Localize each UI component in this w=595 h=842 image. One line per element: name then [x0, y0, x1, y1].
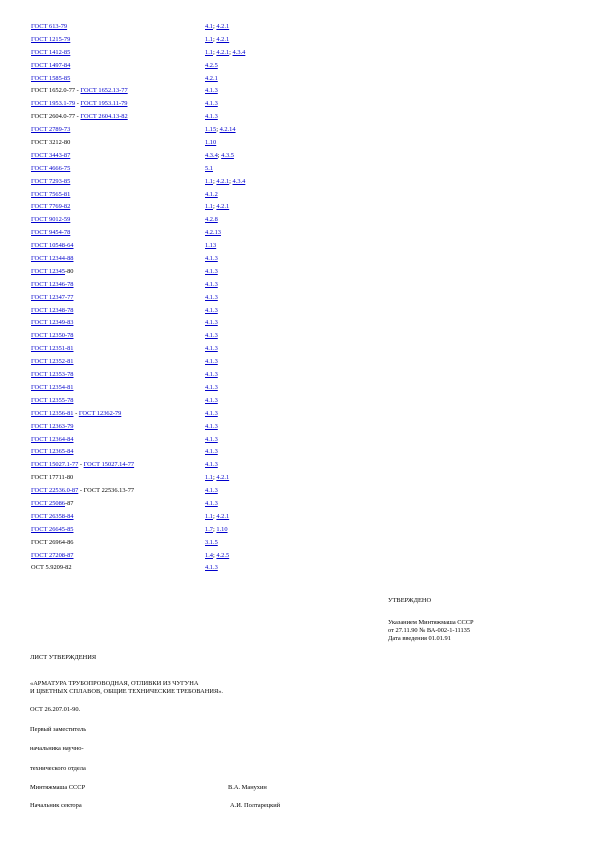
plain-text: -: [73, 409, 79, 417]
reference-row: [31, 343, 431, 356]
standard-link[interactable]: ГОСТ 1953.11-79: [80, 100, 128, 108]
clause-references: [205, 21, 229, 34]
plain-text: - ГОСТ 22536.13-77: [78, 487, 135, 495]
clause-references: [205, 472, 229, 485]
clause-references: [205, 562, 218, 575]
plain-text: ;: [213, 512, 217, 520]
standard-link[interactable]: ГОСТ 22536.0-87: [31, 487, 79, 495]
standard-link[interactable]: ГОСТ 12365-84: [31, 448, 74, 456]
clause-link[interactable]: 1.1: [205, 203, 213, 211]
plain-text: ;: [213, 48, 217, 56]
standard-link[interactable]: ГОСТ 1652.13-77: [80, 87, 128, 95]
reference-row: [31, 369, 431, 382]
reference-row: [31, 434, 431, 447]
standard-designation: [31, 253, 205, 266]
clause-link[interactable]: 1.1: [205, 48, 213, 56]
clause-link[interactable]: 4.1.3: [205, 113, 218, 121]
standard-link[interactable]: ГОСТ 27208-87: [31, 551, 74, 559]
standard-designation: [31, 21, 205, 34]
clause-link[interactable]: 5.1: [205, 164, 213, 172]
standard-designation: [31, 137, 205, 150]
standard-designation: [31, 34, 205, 47]
standard-designation: [31, 214, 205, 227]
clause-references: [205, 137, 216, 150]
standard-designation: [31, 176, 205, 189]
standard-link[interactable]: ГОСТ 12363-79: [31, 422, 74, 430]
clause-link[interactable]: 4.1: [205, 23, 213, 30]
signatory-position-2: Начальник сектора: [30, 802, 82, 809]
clause-link[interactable]: 4.3.4: [232, 177, 246, 185]
clause-link[interactable]: 4.1.3: [205, 422, 218, 430]
standard-link[interactable]: ГОСТ 7769-82: [31, 203, 71, 211]
reference-row: [31, 163, 431, 176]
standard-designation: [31, 317, 205, 330]
signatory-position-line-1: Первый заместитель: [30, 726, 87, 733]
reference-row: [31, 485, 431, 498]
reference-row: [31, 85, 431, 98]
reference-row: [31, 253, 431, 266]
standard-designation: [31, 356, 205, 369]
standard-designation: [31, 330, 205, 343]
clause-references: [205, 446, 218, 459]
clause-link[interactable]: 4.2.1: [216, 48, 230, 56]
clause-references: [205, 266, 218, 279]
clause-references: [205, 369, 218, 382]
plain-text: ;: [229, 48, 233, 56]
standard-designation: [31, 472, 205, 485]
plain-text: ;: [213, 474, 217, 482]
standard-link[interactable]: ГОСТ 12348-78: [31, 306, 74, 314]
standard-designation: [31, 98, 205, 111]
clause-link[interactable]: 4.2.13: [205, 229, 221, 237]
reference-row: [31, 240, 431, 253]
standard-link[interactable]: ГОСТ 10548-64: [31, 242, 74, 250]
standard-designation: [31, 150, 205, 163]
clause-link[interactable]: 4.1.3: [205, 100, 218, 108]
plain-text: ;: [213, 35, 217, 43]
clause-link[interactable]: 4.1.3: [205, 267, 218, 275]
signatory-name-1: В.А. Манухин: [228, 784, 267, 791]
clause-references: [205, 60, 218, 73]
standard-designation: [31, 85, 205, 98]
standard-link[interactable]: ГОСТ 12349-83: [31, 319, 74, 327]
reference-row: [31, 292, 431, 305]
clause-link[interactable]: 4.1.3: [205, 345, 218, 353]
standard-link[interactable]: ГОСТ 2604.13-82: [80, 113, 128, 121]
standard-designation: [31, 124, 205, 137]
clause-link[interactable]: 4.2.1: [205, 74, 218, 82]
plain-text: ;: [213, 551, 217, 559]
standard-designation: [31, 201, 205, 214]
approved-title: УТВЕРЖДЕНО: [388, 597, 432, 604]
standard-designation: [31, 73, 205, 86]
clause-link[interactable]: 4.2.1: [216, 512, 230, 520]
approved-authority: Указанием Минтяжмаша СССР: [388, 619, 474, 626]
reference-row: [31, 60, 431, 73]
reference-row: [31, 524, 431, 537]
clause-references: [205, 459, 218, 472]
plain-text: ОСТ 5.9209-82: [31, 564, 72, 572]
reference-row: [31, 382, 431, 395]
clause-link[interactable]: 4.2.14: [219, 126, 236, 134]
reference-row: [31, 421, 431, 434]
approved-effective-date: Дата введения 01.01.91: [388, 635, 451, 642]
clause-link[interactable]: 4.2.1: [216, 474, 230, 482]
clause-link[interactable]: 4.1.3: [205, 371, 218, 379]
clause-link[interactable]: 4.1.3: [205, 383, 218, 391]
standard-designation: [31, 395, 205, 408]
standard-link[interactable]: ГОСТ 12364-84: [31, 435, 74, 443]
clause-references: [205, 305, 218, 318]
standard-designation: [31, 485, 205, 498]
reference-row: [31, 98, 431, 111]
clause-link[interactable]: 4.1.3: [205, 87, 218, 95]
clause-references: [205, 317, 218, 330]
standard-designation: [31, 446, 205, 459]
clause-link[interactable]: 4.1.3: [205, 461, 218, 469]
reference-row: [31, 537, 431, 550]
standard-designation: [31, 369, 205, 382]
clause-link[interactable]: 1.10: [216, 525, 228, 533]
standard-link[interactable]: ГОСТ 9012-59: [31, 216, 71, 224]
reference-row: [31, 214, 431, 227]
clause-link[interactable]: 4.1.3: [205, 306, 218, 314]
signatory-name-2: А.И. Полтарецкий: [230, 802, 281, 809]
clause-references: [205, 356, 218, 369]
plain-text: ;: [213, 177, 217, 185]
clause-references: [205, 511, 229, 524]
reference-row: [31, 201, 431, 214]
clause-references: [205, 485, 218, 498]
reference-row: [31, 137, 431, 150]
standard-link[interactable]: ГОСТ 1953.1-79: [31, 100, 76, 108]
standard-designation: [31, 498, 205, 511]
plain-text: ГОСТ 17711-80: [31, 474, 74, 482]
reference-row: [31, 408, 431, 421]
clause-link[interactable]: 4.1.2: [205, 190, 218, 198]
standard-link[interactable]: ГОСТ 12351-81: [31, 345, 74, 353]
reference-row: [31, 111, 431, 124]
reference-row: [31, 189, 431, 202]
clause-references: [205, 176, 245, 189]
reference-row: [31, 562, 431, 575]
clause-references: [205, 408, 218, 421]
standard-designation: [31, 111, 205, 124]
standard-designation: [31, 562, 205, 575]
standard-link[interactable]: ГОСТ 25086: [31, 499, 65, 507]
clause-link[interactable]: 4.3.5: [221, 151, 234, 159]
standard-designation: [31, 343, 205, 356]
clause-link[interactable]: 4.2.1: [216, 23, 230, 30]
reference-row: [31, 266, 431, 279]
standard-link[interactable]: ГОСТ 12346-78: [31, 280, 74, 288]
standard-link[interactable]: ГОСТ 15027.1-77: [31, 461, 79, 469]
clause-references: [205, 498, 218, 511]
standard-designation: [31, 524, 205, 537]
clause-link[interactable]: 4.1.3: [205, 319, 218, 327]
clause-references: [205, 47, 245, 60]
standard-designation: [31, 240, 205, 253]
reference-row: [31, 124, 431, 137]
standard-designation: [31, 60, 205, 73]
standard-designation: [31, 382, 205, 395]
standard-designation: [31, 292, 205, 305]
clause-references: [205, 201, 229, 214]
clause-references: [205, 111, 218, 124]
clause-link[interactable]: 4.1.3: [205, 396, 218, 404]
standard-designation: [31, 511, 205, 524]
reference-row: [31, 73, 431, 86]
standard-link[interactable]: ГОСТ 12350-78: [31, 332, 74, 340]
clause-references: [205, 421, 218, 434]
reference-row: [31, 330, 431, 343]
sheet-title: ЛИСТ УТВЕРЖДЕНИЯ: [30, 654, 97, 661]
standard-designation: [31, 266, 205, 279]
standard-designation: [31, 163, 205, 176]
standard-link[interactable]: ГОСТ 12354-81: [31, 383, 74, 391]
plain-text: -87: [64, 499, 74, 507]
standard-link[interactable]: ГОСТ 12352-81: [31, 358, 74, 366]
clause-link[interactable]: 1.1: [205, 35, 213, 43]
standard-link[interactable]: ГОСТ 1215-79: [31, 35, 71, 43]
signatory-position-line-2: начальника научно-: [30, 745, 84, 752]
clause-references: [205, 343, 218, 356]
clause-link[interactable]: 1.13: [205, 242, 217, 250]
standard-designation: [31, 279, 205, 292]
clause-references: [205, 73, 218, 86]
clause-link[interactable]: 4.1.3: [205, 358, 218, 366]
standard-link[interactable]: ГОСТ 26358-84: [31, 512, 74, 520]
clause-link[interactable]: 4.1.3: [205, 499, 218, 507]
standard-designation: [31, 421, 205, 434]
standard-link[interactable]: ГОСТ 9454-78: [31, 229, 71, 237]
plain-text: -: [75, 100, 81, 108]
standard-designation: [31, 189, 205, 202]
clause-references: [205, 279, 218, 292]
standard-link[interactable]: ГОСТ 3443-87: [31, 151, 71, 159]
reference-row: [31, 459, 431, 472]
plain-text: -: [78, 461, 84, 469]
reference-row: [31, 305, 431, 318]
reference-row: [31, 317, 431, 330]
clause-link[interactable]: 4.1.3: [205, 435, 218, 443]
clause-link[interactable]: 4.1.3: [205, 280, 218, 288]
clause-link[interactable]: 4.3.4: [205, 151, 218, 159]
standard-designation: [31, 434, 205, 447]
clause-references: [205, 395, 218, 408]
clause-link[interactable]: 4.1.3: [205, 409, 218, 417]
clause-references: [205, 382, 218, 395]
clause-references: [205, 34, 229, 47]
clause-references: [205, 330, 218, 343]
sheet-subject-line-2: И ЦВЕТНЫХ СПЛАВОВ, ОБЩИЕ ТЕХНИЧЕСКИЕ ТРЕБОВАНИЯ».: [30, 688, 224, 695]
reference-row: [31, 395, 431, 408]
clause-link[interactable]: 4.1.3: [205, 255, 218, 263]
reference-row: [31, 550, 431, 563]
clause-link[interactable]: 1.1: [205, 177, 213, 185]
clause-link[interactable]: 4.1.3: [205, 448, 218, 456]
standard-link[interactable]: ГОСТ 12362-79: [78, 409, 122, 417]
standard-link[interactable]: ГОСТ 12355-78: [31, 396, 74, 404]
clause-link[interactable]: 1.15: [205, 126, 217, 134]
standard-link[interactable]: ГОСТ 4666-75: [31, 164, 71, 172]
standard-designation: [31, 47, 205, 60]
clause-link[interactable]: 1.7: [205, 525, 213, 533]
signatory-position-line-3: технического отдела: [30, 765, 86, 772]
plain-text: ;: [213, 525, 217, 533]
reference-row: [31, 498, 431, 511]
reference-row: [31, 227, 431, 240]
reference-row: [31, 511, 431, 524]
plain-text: ГОСТ 1652.0-77 -: [31, 87, 81, 95]
clause-link[interactable]: 4.2.1: [216, 177, 230, 185]
signature-row-2: [30, 802, 550, 809]
standard-link[interactable]: ГОСТ 15027.14-77: [83, 461, 135, 469]
clause-references: [205, 85, 218, 98]
plain-text: ;: [216, 126, 220, 134]
approved-order: от 27.11.90 № ВА-002-1-11135: [388, 627, 471, 634]
clause-references: [205, 214, 218, 227]
reference-row: [31, 21, 431, 34]
clause-link[interactable]: 1.1: [205, 512, 213, 520]
clause-link[interactable]: 1.4: [205, 551, 213, 559]
standard-link[interactable]: ГОСТ 12356-81: [31, 409, 74, 417]
standard-link[interactable]: ГОСТ 12347-77: [31, 293, 74, 301]
clause-references: [205, 163, 213, 176]
signature-row-1: [30, 784, 550, 791]
clause-link[interactable]: 4.2.1: [216, 35, 230, 43]
reference-list: [31, 21, 431, 575]
standard-link[interactable]: ГОСТ 1497-84: [31, 61, 71, 69]
plain-text: -80: [64, 267, 74, 275]
standard-designation: [31, 227, 205, 240]
plain-text: ;: [229, 177, 233, 185]
clause-link[interactable]: 4.1.3: [205, 293, 218, 301]
clause-link[interactable]: 4.1.3: [205, 487, 218, 495]
clause-references: [205, 524, 228, 537]
clause-link[interactable]: 1.10: [205, 139, 217, 147]
standard-link[interactable]: ГОСТ 26645-85: [31, 525, 74, 533]
standard-link[interactable]: ГОСТ 7293-85: [31, 177, 71, 185]
standard-link[interactable]: ГОСТ 12344-88: [31, 255, 74, 263]
sheet-subject-line-1: «АРМАТУРА ТРУБОПРОВОДНАЯ, ОТЛИВКИ ИЗ ЧУГУНА: [30, 680, 199, 687]
standard-designation: [31, 305, 205, 318]
clause-link[interactable]: 1.1: [205, 474, 213, 482]
standard-link[interactable]: ГОСТ 2789-73: [31, 126, 71, 134]
sheet-standard-code: ОСТ 26.207.01-90.: [30, 706, 81, 713]
standard-designation: [31, 537, 205, 550]
standard-designation: [31, 408, 205, 421]
approval-stamp: [388, 597, 474, 643]
clause-link[interactable]: 4.1.3: [205, 564, 218, 572]
standard-link[interactable]: ГОСТ 12353-78: [31, 371, 74, 379]
standard-link[interactable]: ГОСТ 7565-81: [31, 190, 71, 198]
clause-references: [205, 292, 218, 305]
clause-link[interactable]: 4.2.1: [216, 203, 230, 211]
standard-link[interactable]: ГОСТ 1585-85: [31, 74, 71, 82]
clause-references: [205, 240, 216, 253]
clause-references: [205, 150, 234, 163]
signatory-organization: Минтяжмаша СССР: [30, 784, 86, 791]
clause-link[interactable]: 4.2.8: [205, 216, 218, 224]
clause-references: [205, 550, 229, 563]
standard-link[interactable]: ГОСТ 12345: [31, 267, 65, 275]
clause-references: [205, 124, 236, 137]
clause-link[interactable]: 3.1.5: [205, 538, 218, 546]
clause-references: [205, 189, 218, 202]
clause-references: [205, 227, 221, 240]
clause-references: [205, 98, 218, 111]
clause-references: [205, 253, 218, 266]
clause-references: [205, 537, 218, 550]
plain-text: ;: [217, 151, 222, 159]
plain-text: ГОСТ 2604.0-77 -: [31, 113, 81, 121]
plain-text: ;: [213, 203, 217, 211]
reference-row: [31, 176, 431, 189]
reference-row: [31, 34, 431, 47]
plain-text: ГОСТ 26964-86: [31, 538, 74, 546]
standard-designation: [31, 459, 205, 472]
clause-link[interactable]: 4.2.5: [216, 551, 230, 559]
reference-row: [31, 47, 431, 60]
reference-row: [31, 446, 431, 459]
clause-link[interactable]: 4.3.4: [232, 48, 246, 56]
plain-text: ;: [213, 23, 217, 30]
reference-row: [31, 150, 431, 163]
standard-link[interactable]: ГОСТ 1412-85: [31, 48, 71, 56]
reference-row: [31, 472, 431, 485]
clause-link[interactable]: 4.2.5: [205, 61, 218, 69]
reference-row: [31, 279, 431, 292]
reference-row: [31, 356, 431, 369]
standard-link[interactable]: ГОСТ 613-79: [31, 23, 68, 30]
standard-designation: [31, 550, 205, 563]
clause-references: [205, 434, 218, 447]
plain-text: ГОСТ 3212-80: [31, 139, 71, 147]
clause-link[interactable]: 4.1.3: [205, 332, 218, 340]
